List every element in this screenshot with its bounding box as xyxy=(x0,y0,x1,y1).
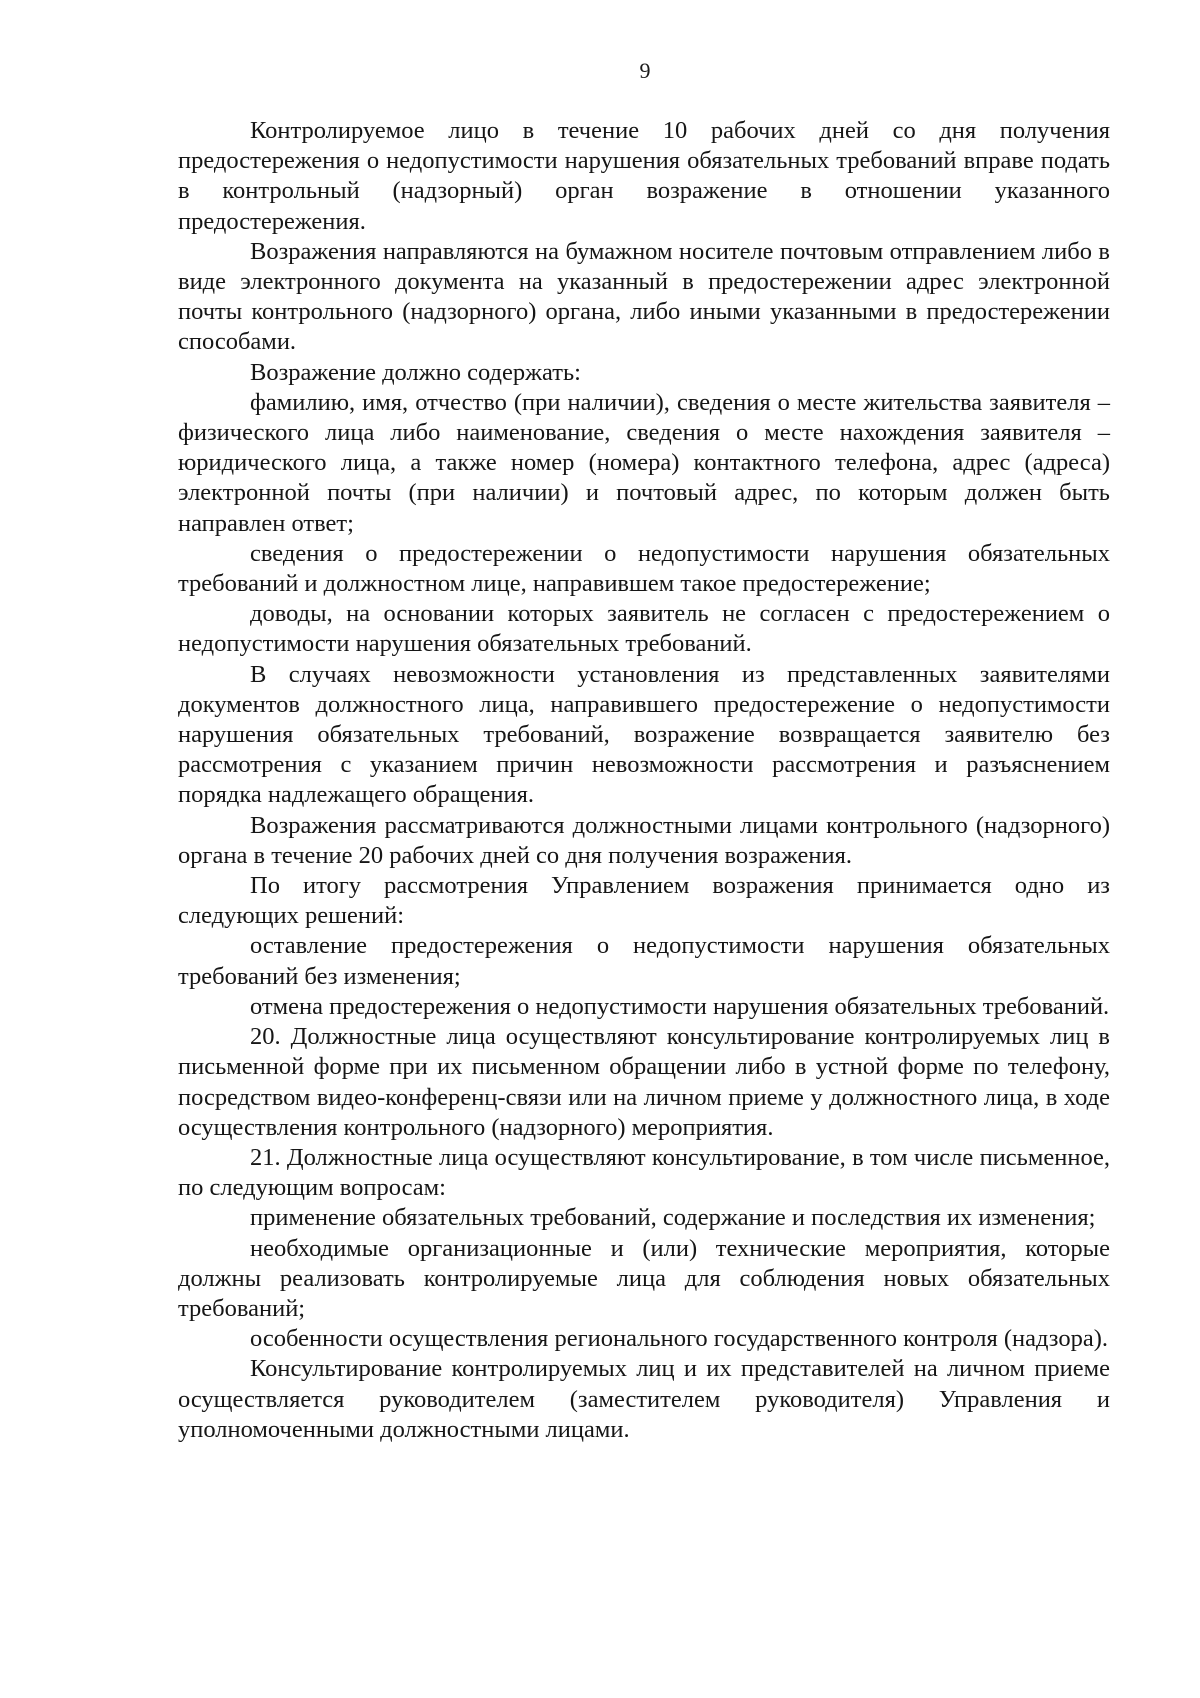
paragraph-topic-requirements: применение обязательных требований, содержание и последствия их изменения; xyxy=(250,1204,1096,1232)
paragraph-applicant-details: фамилию, имя, отчество (при наличии), сведения о месте жительства заявителя – физического лица либо наименование, сведения о месте нахождения заявителя – юридического лица, а также номер (номера) контактного телефона, адрес (адреса) электронной почты (при наличии) и почтовый адрес, по которым должен быть направлен ответ; xyxy=(178,388,1110,537)
paragraph-decision-cancel: отмена предостережения о недопустимости нарушения обязательных требований. xyxy=(250,992,1110,1020)
paragraph-topic-control-features: особенности осуществления регионального государственного контроля (надзора). xyxy=(250,1325,1109,1353)
paragraph-return-without-review: В случаях невозможности установления из представленных заявителями документов должностного лица, направившего предостережение о недопустимости нарушения обязательных требований, возражение возвращается заявителю без рассмотрения с указанием причин невозможности рассмотрения и разъяснением порядка надлежащего обращения. xyxy=(178,660,1110,809)
page-number: 9 xyxy=(639,58,651,83)
paragraph-topic-measures: необходимые организационные и (или) технические мероприятия, которые должны реализовать контролируемые лица для соблюдения новых обязательных требований; xyxy=(178,1234,1110,1322)
paragraph-item-21: 21. Должностные лица осуществляют консультирование, в том числе письменное, по следующим вопросам: xyxy=(178,1143,1110,1202)
paragraph-review-period: Возражения рассматриваются должностными лицами контрольного (надзорного) органа в течение 20 рабочих дней со дня получения возражения. xyxy=(178,811,1110,869)
document-body xyxy=(178,116,1110,1445)
paragraph-item-20: 20. Должностные лица осуществляют консультирование контролируемых лиц в письменной форме при их письменном обращении либо в устной форме по телефону, посредством видео-конференц-связи или на личном приеме у должностного лица, в ходе осуществления контрольного (надзорного) мероприятия. xyxy=(178,1023,1110,1141)
paragraph-decision-keep: оставление предостережения о недопустимости нарушения обязательных требований без изменения; xyxy=(178,932,1110,990)
paragraph-personal-reception: Консультирование контролируемых лиц и их представителей на личном приеме осуществляется руководителем (заместителем руководителя) Управления и уполномоченными должностными лицами. xyxy=(178,1355,1110,1443)
paragraph-arguments: доводы, на основании которых заявитель не согласен с предостережением о недопустимости нарушения обязательных требований. xyxy=(178,600,1110,658)
paragraph-objection-deadline: Контролируемое лицо в течение 10 рабочих дней со дня получения предостережения о недопустимости нарушения обязательных требований вправе подать в контрольный (надзорный) орган возражение в отношении указанного предостережения. xyxy=(178,117,1110,235)
paragraph-objection-delivery: Возражения направляются на бумажном носителе почтовым отправлением либо в виде электронного документа на указанный в предостережении адрес электронной почты контрольного (надзорного) органа, либо иными указанными в предостережении способами. xyxy=(178,237,1110,356)
paragraph-decision-intro: По итогу рассмотрения Управлением возражения принимается одно из следующих решений: xyxy=(178,872,1110,930)
paragraph-objection-contents-intro: Возражение должно содержать: xyxy=(250,358,581,386)
paragraph-warning-details: сведения о предостережении о недопустимости нарушения обязательных требований и должностном лице, направившем такое предостережение; xyxy=(178,539,1110,598)
